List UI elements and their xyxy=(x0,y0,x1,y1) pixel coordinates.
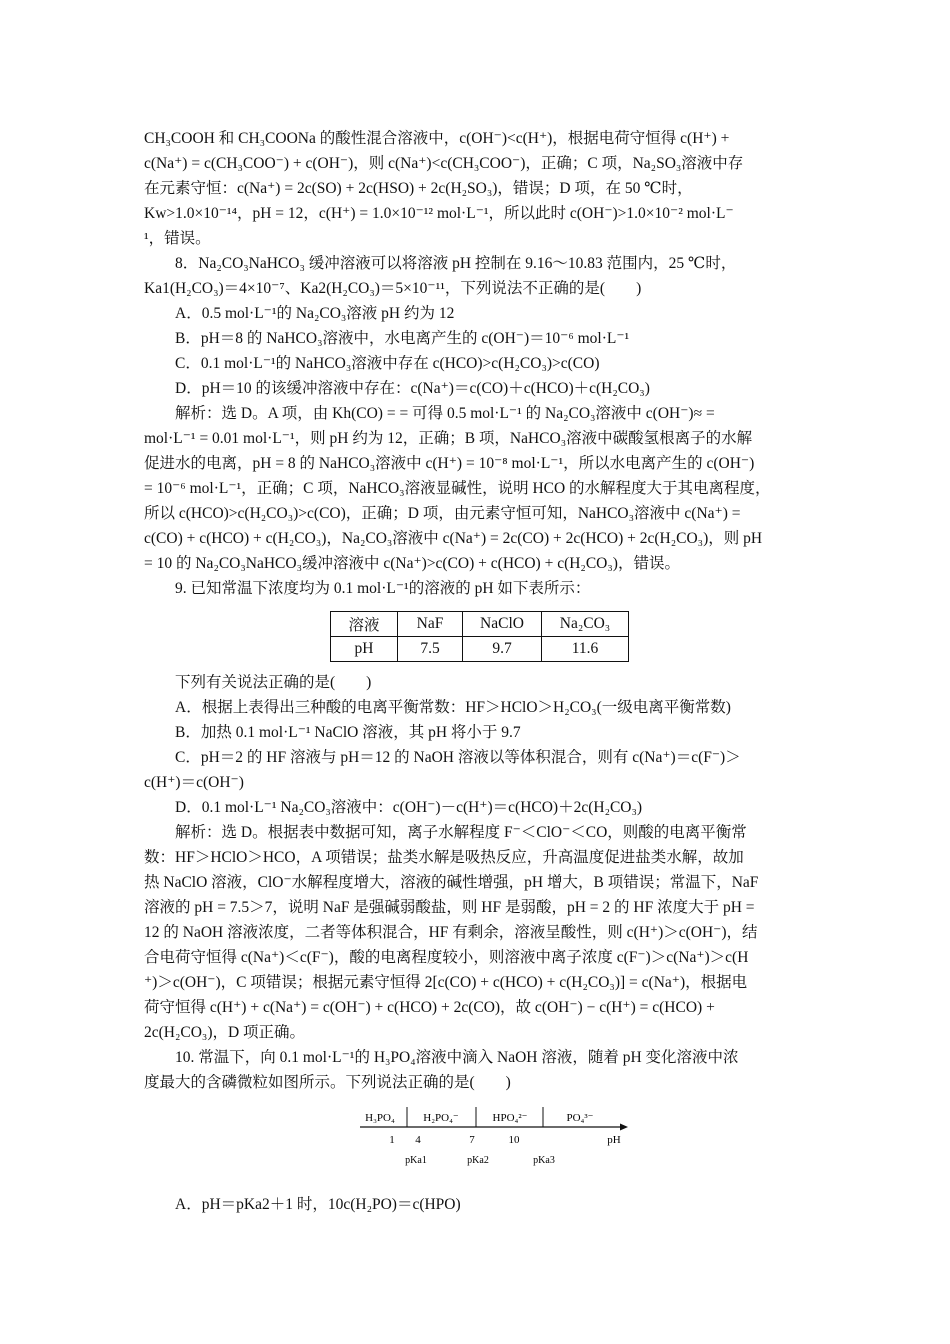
option-a: A．0.5 mol·L⁻¹的 Na₂CO₃溶液 pH 约为 12 xyxy=(175,305,455,322)
analysis-line: c(CO) + c(HCO) + c(H₂CO₃)，Na₂CO₃溶液中 c(Na⁺) = 2c(CO) + 2c(HCO) + 2c(H₂CO₃)，则 pH xyxy=(144,530,763,547)
analysis-line: 解析：选 D。A 项，由 Kh(CO) = = 可得 0.5 mol·L⁻¹ 的 Na₂CO₃溶液中 c(OH⁻)≈ = xyxy=(175,405,715,422)
table-cell: Na₂CO₃ xyxy=(542,612,629,637)
text-line: c(Na⁺) = c(CH₃COO⁻) + c(OH⁻)，则 c(Na⁺)<c(CH₃COO⁻)，正确；C 项，Na₂SO₃溶液中存 xyxy=(144,155,744,172)
table-cell: pH xyxy=(331,637,398,662)
analysis-line: 合电荷守恒得 c(Na⁺)＜c(F⁻)，酸的电离程度较小，则溶液中离子浓度 c(F⁻)＞c(Na⁺)＞c(H xyxy=(144,949,749,966)
question-prompt: 下列有关说法正确的是( ) xyxy=(175,674,372,691)
species-label: PO₄³⁻ xyxy=(566,1112,594,1124)
table-cell: NaF xyxy=(398,612,463,637)
option-c-cont: c(H⁺)＝c(OH⁻) xyxy=(144,774,244,791)
species-label: H₃PO₄ xyxy=(365,1112,395,1124)
option-d: D．pH＝10 的该缓冲溶液中存在：c(Na⁺)＝c(CO)＋c(HCO)＋c(H₂CO₃) xyxy=(175,380,650,397)
question-8 xyxy=(144,251,812,576)
table-row xyxy=(331,637,629,662)
option-a: A．pH＝pKa2＋1 时，10c(H₂PO)＝c(HPO) xyxy=(175,1196,461,1213)
question-stem: 8．Na₂CO₃NaHCO₃ 缓冲溶液可以将溶液 pH 控制在 9.16～10.83 范围内，25 ℃时， xyxy=(175,255,737,272)
table-cell: 7.5 xyxy=(398,637,463,662)
table-header-row xyxy=(331,612,629,637)
pka-label: pKa3 xyxy=(533,1155,555,1166)
question-stem: 度最大的含磷微粒如图所示。下列说法正确的是( ) xyxy=(144,1074,511,1091)
tick-label: 7 xyxy=(469,1134,475,1146)
table-cell: 11.6 xyxy=(542,637,629,662)
table-cell: 溶液 xyxy=(331,612,398,637)
analysis-line: 12 的 NaOH 溶液浓度，二者等体积混合，HF 有剩余，溶液呈酸性，则 c(H⁺)＞c(OH⁻)，结 xyxy=(144,924,758,941)
analysis-line: mol·L⁻¹ = 0.01 mol·L⁻¹，则 pH 约为 12，正确；B 项，NaHCO₃溶液中碳酸氢根离子的水解 xyxy=(144,430,753,447)
ph-table xyxy=(330,611,629,662)
axis-label: pH xyxy=(607,1134,621,1146)
prev-analysis xyxy=(144,126,812,251)
species-label: H₂PO₄⁻ xyxy=(423,1112,459,1124)
analysis-line: = 10 的 Na₂CO₃NaHCO₃缓冲溶液中 c(Na⁺)>c(CO) + c(HCO) + c(H₂CO₃)，错误。 xyxy=(144,555,680,572)
tick-label: 1 xyxy=(389,1134,395,1146)
analysis-line: 所以 c(HCO)>c(H₂CO₃)>c(CO)，正确；D 项，由元素守恒可知，NaHCO₃溶液中 c(Na⁺) = xyxy=(144,505,741,522)
option-b: B．加热 0.1 mol·L⁻¹ NaClO 溶液，其 pH 将小于 9.7 xyxy=(175,724,521,741)
analysis-line: 解析：选 D。根据表中数据可知，离子水解程度 F⁻＜ClO⁻＜CO，则酸的电离平衡常 xyxy=(175,824,747,841)
text-line: 在元素守恒：c(Na⁺) = 2c(SO) + 2c(HSO) + 2c(H₂SO₃)，错误；D 项，在 50 ℃时， xyxy=(144,180,693,197)
table-cell: NaClO xyxy=(463,612,542,637)
question-stem: 9. 已知常温下浓度均为 0.1 mol·L⁻¹的溶液的 pH 如下表所示： xyxy=(175,580,591,597)
option-a: A．根据上表得出三种酸的电离平衡常数：HF＞HClO＞H₂CO₃(一级电离平衡常数) xyxy=(175,699,731,716)
option-c: C．pH＝2 的 HF 溶液与 pH＝12 的 NaOH 溶液以等体积混合，则有 c(Na⁺)＝c(F⁻)＞ xyxy=(175,749,741,766)
analysis-line: 溶液的 pH = 7.5＞7，说明 NaF 是强碱弱酸盐，则 HF 是弱酸，pH = 2 的 HF 浓度大于 pH = xyxy=(144,899,755,916)
axis-arrow-icon xyxy=(620,1124,628,1131)
analysis-line: ⁺)＞c(OH⁻)，C 项错误；根据元素守恒得 2[c(CO) + c(HCO) + c(H₂CO₃)] = c(Na⁺)，根据电 xyxy=(144,974,748,991)
analysis-line: 促进水的电离，pH = 8 的 NaHCO₃溶液中 c(H⁺) = 10⁻⁸ mol·L⁻¹，所以水电离产生的 c(OH⁻) xyxy=(144,455,755,472)
pka-label: pKa1 xyxy=(405,1155,427,1166)
analysis-line: 热 NaClO 溶液，ClO⁻水解程度增大，溶液的碱性增强，pH 增大，B 项错误；常温下，NaF xyxy=(144,874,759,891)
ph-table-wrap xyxy=(330,611,812,662)
phosphate-species-diagram xyxy=(358,1101,628,1171)
analysis-line: 数：HF＞HClO＞HCO，A 项错误；盐类水解是吸热反应，升高温度促进盐类水解，故加 xyxy=(144,849,744,866)
question-9 xyxy=(144,576,812,1045)
table-cell: 9.7 xyxy=(463,637,542,662)
text-line: ¹，错误。 xyxy=(144,230,211,247)
question-10 xyxy=(144,1045,812,1217)
analysis-line: = 10⁻⁶ mol·L⁻¹，正确；C 项，NaHCO₃溶液显碱性，说明 HCO 的水解程度大于其电离程度， xyxy=(144,480,771,497)
question-stem: Ka1(H₂CO₃)＝4×10⁻⁷、Ka2(H₂CO₃)＝5×10⁻¹¹，下列说法不正确的是( ) xyxy=(144,280,642,297)
tick-label: 10 xyxy=(508,1134,520,1146)
text-line: CH₃COOH 和 CH₃COONa 的酸性混合溶液中，c(OH⁻)<c(H⁺)，根据电荷守恒得 c(H⁺) + xyxy=(144,130,730,147)
text-line: Kw>1.0×10⁻¹⁴，pH = 12，c(H⁺) = 1.0×10⁻¹² mol·L⁻¹，所以此时 c(OH⁻)>1.0×10⁻² mol·L⁻ xyxy=(144,205,734,222)
species-label: HPO₄²⁻ xyxy=(492,1112,528,1124)
analysis-line: 荷守恒得 c(H⁺) + c(Na⁺) = c(OH⁻) + c(HCO) + 2c(CO)，故 c(OH⁻) − c(H⁺) = c(HCO) + xyxy=(144,999,715,1016)
question-stem: 10. 常温下，向 0.1 mol·L⁻¹的 H₃PO₄溶液中滴入 NaOH 溶液，随着 pH 变化溶液中浓 xyxy=(175,1049,739,1066)
option-c: C．0.1 mol·L⁻¹的 NaHCO₃溶液中存在 c(HCO)>c(H₂CO₃)>c(CO) xyxy=(175,355,600,372)
document-page xyxy=(144,126,812,1217)
option-d: D．0.1 mol·L⁻¹ Na₂CO₃溶液中：c(OH⁻)－c(H⁺)＝c(HCO)＋2c(H₂CO₃) xyxy=(175,799,643,816)
option-b: B．pH＝8 的 NaHCO₃溶液中，水电离产生的 c(OH⁻)＝10⁻⁶ mol·L⁻¹ xyxy=(175,330,630,347)
tick-label: 4 xyxy=(415,1134,421,1146)
analysis-line: 2c(H₂CO₃)，D 项正确。 xyxy=(144,1024,306,1041)
pka-label: pKa2 xyxy=(467,1155,489,1166)
